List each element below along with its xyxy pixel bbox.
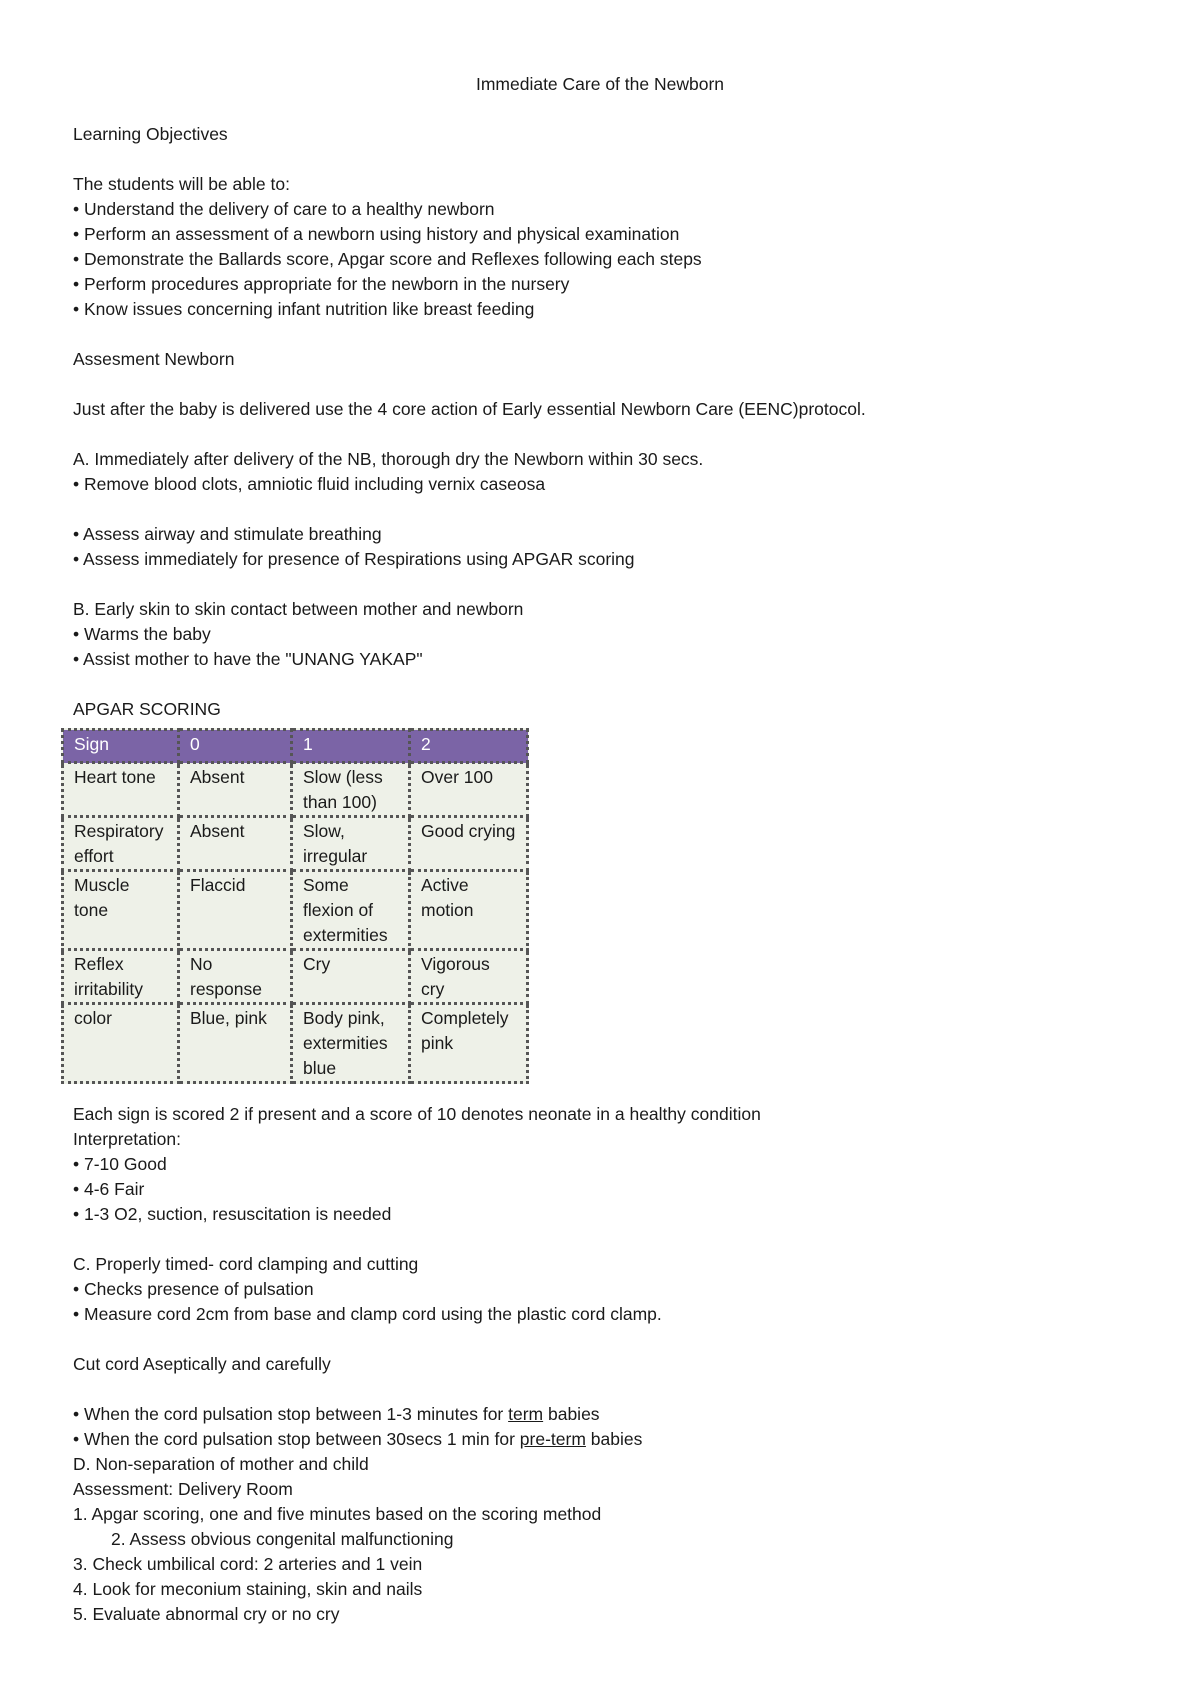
apgar-table: [61, 728, 529, 1084]
table-cell: Good crying: [410, 817, 528, 871]
table-cell: Absent: [179, 763, 292, 817]
list-item: • Know issues concerning infant nutrition like breast feeding: [73, 299, 535, 319]
list-item: • Measure cord 2cm from base and clamp cord using the plastic cord clamp.: [73, 1304, 662, 1324]
table-cell: Heart tone: [63, 763, 179, 817]
list-item: • When the cord pulsation stop between 1-3 minutes for term babies: [73, 1404, 600, 1424]
table-cell: Body pink, extermities blue: [292, 1004, 410, 1083]
table-cell: Over 100: [410, 763, 528, 817]
section-d-heading: D. Non-separation of mother and child: [73, 1454, 369, 1474]
table-cell: Slow (less than 100): [292, 763, 410, 817]
assessment-intro: Just after the baby is delivered use the 4 core action of Early essential Newborn Care (EENC)protocol.: [73, 399, 866, 419]
underlined-pre-term: pre-term: [519, 1429, 586, 1449]
section-c-heading: C. Properly timed- cord clamping and cutting: [73, 1254, 419, 1274]
list-item: 5. Evaluate abnormal cry or no cry: [73, 1604, 340, 1624]
section-b-heading: B. Early skin to skin contact between mother and newborn: [73, 599, 524, 619]
table-cell: Vigorous cry: [410, 950, 528, 1004]
table-cell: Reflex irritability: [63, 950, 179, 1004]
list-item: • Remove blood clots, amniotic fluid including vernix caseosa: [73, 474, 546, 494]
list-item: • Checks presence of pulsation: [73, 1279, 314, 1299]
table-row: [63, 950, 528, 1004]
table-cell: Slow, irregular: [292, 817, 410, 871]
table-cell: Absent: [179, 817, 292, 871]
interpretation-heading: Interpretation:: [73, 1129, 181, 1149]
list-item: • 1-3 O2, suction, resuscitation is needed: [73, 1204, 392, 1224]
table-cell: Respiratory effort: [63, 817, 179, 871]
cut-cord-heading: Cut cord Aseptically and carefully: [73, 1354, 331, 1374]
table-row: [63, 817, 528, 871]
learning-objectives-heading: Learning Objectives: [73, 124, 228, 144]
learning-intro: The students will be able to:: [73, 174, 290, 194]
table-row: [63, 871, 528, 950]
delivery-room-heading: Assessment: Delivery Room: [73, 1479, 293, 1499]
table-row: [63, 763, 528, 817]
table-cell: Some flexion of extermities: [292, 871, 410, 950]
list-item: 2. Assess obvious congenital malfunctioning: [111, 1529, 454, 1549]
list-item: 3. Check umbilical cord: 2 arteries and 1 vein: [73, 1554, 423, 1574]
list-item: • 7-10 Good: [73, 1154, 167, 1174]
section-a-heading: A. Immediately after delivery of the NB, thorough dry the Newborn within 30 secs.: [73, 449, 704, 469]
list-item: 4. Look for meconium staining, skin and nails: [73, 1579, 423, 1599]
column-header: 2: [410, 730, 528, 763]
underlined-term: term: [508, 1404, 544, 1424]
list-item: • When the cord pulsation stop between 30secs 1 min for pre-term babies: [73, 1429, 643, 1449]
apgar-heading: APGAR SCORING: [73, 699, 221, 719]
list-item: 1. Apgar scoring, one and five minutes based on the scoring method: [73, 1504, 602, 1524]
document-page: [73, 72, 1133, 1627]
apgar-note: Each sign is scored 2 if present and a score of 10 denotes neonate in a healthy condition: [73, 1104, 761, 1124]
list-item: • Assess immediately for presence of Respirations using APGAR scoring: [73, 549, 635, 569]
list-item: • Warms the baby: [73, 624, 211, 644]
table-cell: Active motion: [410, 871, 528, 950]
table-cell: Cry: [292, 950, 410, 1004]
page-title: Immediate Care of the Newborn: [475, 74, 725, 94]
list-item: • Perform procedures appropriate for the newborn in the nursery: [73, 274, 570, 294]
list-item: • Assess airway and stimulate breathing: [73, 524, 382, 544]
assessment-heading: Assesment Newborn: [73, 349, 235, 369]
table-header-row: [63, 730, 528, 763]
list-item: • 4-6 Fair: [73, 1179, 145, 1199]
list-item: • Demonstrate the Ballards score, Apgar score and Reflexes following each steps: [73, 249, 702, 269]
table-cell: color: [63, 1004, 179, 1083]
table-cell: Blue, pink: [179, 1004, 292, 1083]
list-item: • Understand the delivery of care to a healthy newborn: [73, 199, 495, 219]
column-header: 0: [179, 730, 292, 763]
list-item: • Assist mother to have the "UNANG YAKAP": [73, 649, 423, 669]
table-cell: No response: [179, 950, 292, 1004]
list-item: • Perform an assessment of a newborn using history and physical examination: [73, 224, 680, 244]
table-cell: Muscle tone: [63, 871, 179, 950]
column-header: Sign: [63, 730, 179, 763]
table-cell: Completely pink: [410, 1004, 528, 1083]
table-cell: Flaccid: [179, 871, 292, 950]
column-header: 1: [292, 730, 410, 763]
table-row: [63, 1004, 528, 1083]
